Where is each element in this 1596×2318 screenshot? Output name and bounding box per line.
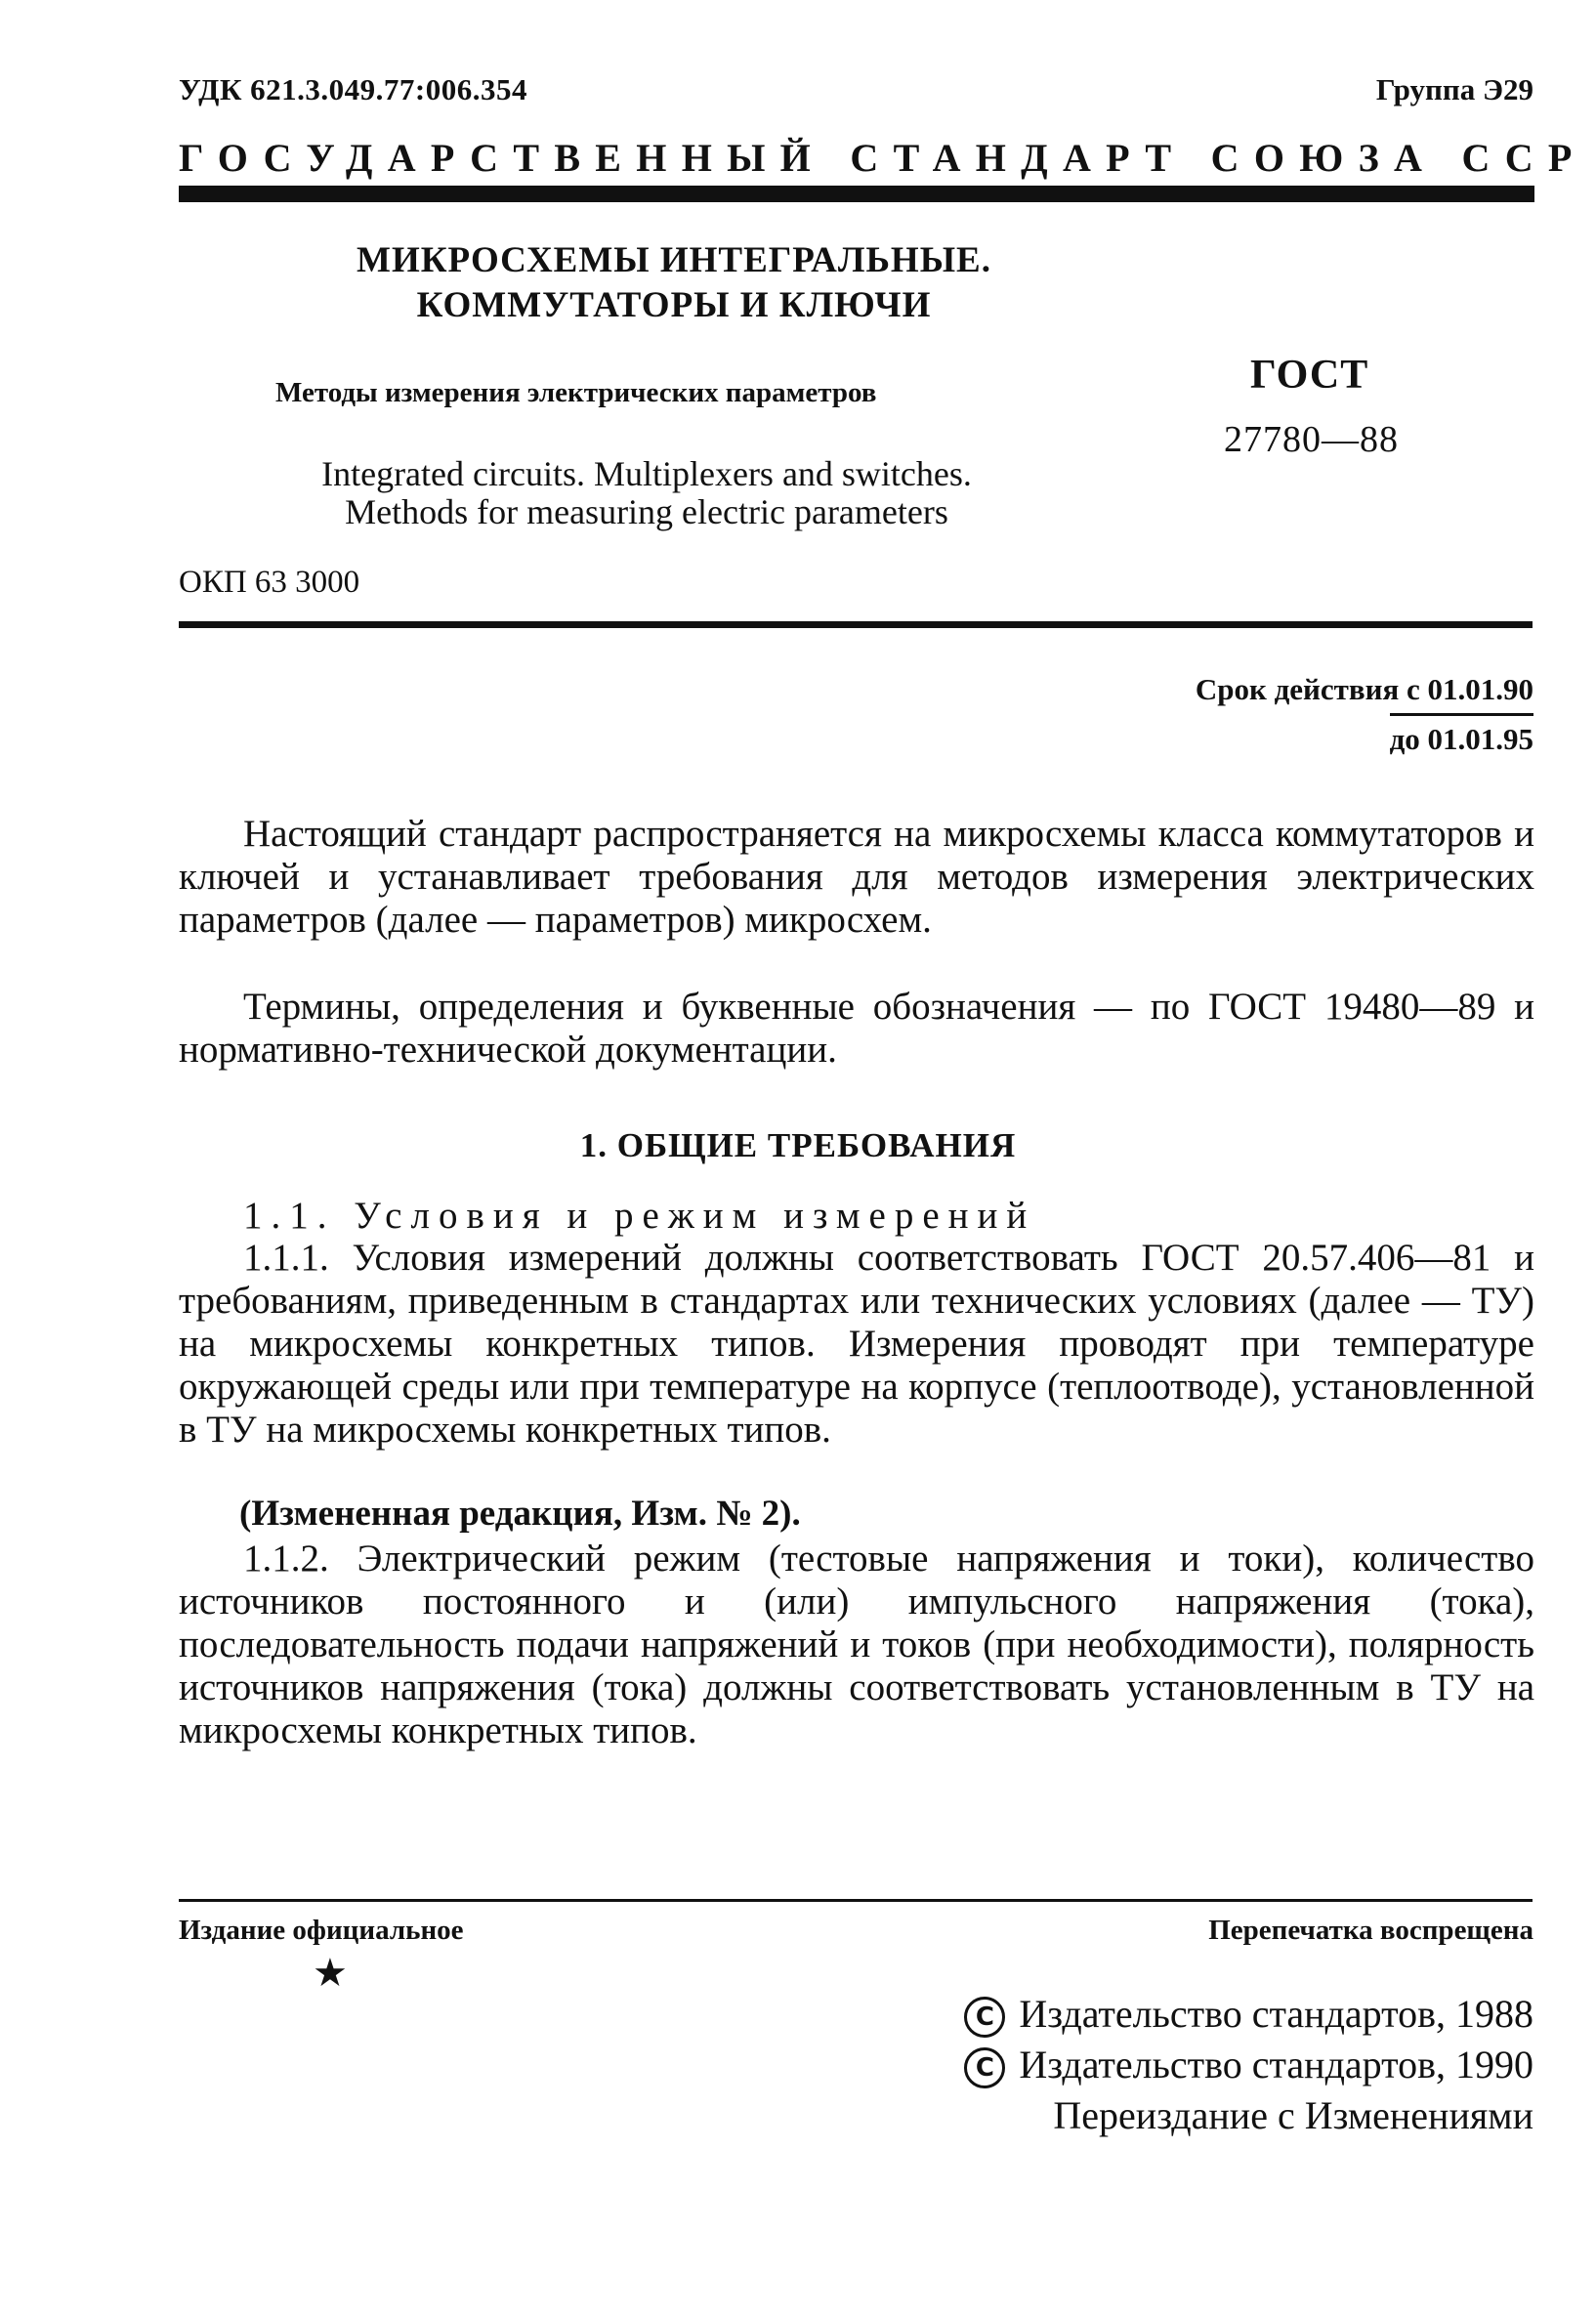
gost-label: ГОСТ	[1250, 353, 1369, 398]
changed-edition-note: (Измененная редакция, Изм. № 2).	[239, 1494, 801, 1534]
copyright-1988: Издательство стандартов, 1988	[1019, 1992, 1533, 2036]
english-title-line-2: Methods for measuring electric parameters	[345, 492, 948, 531]
clause-1-1-1-text: 1.1.1. Условия измерений должны соответствовать ГОСТ 20.57.406—81 и требованиям, приведенным в стандартах или технических условиях (далее — ТУ) на микросхемы конкретных типов. Измерения проводят при температуре окружающей среды или при температуре на корпусе (теплоотводе), установленной в ТУ на микросхемы конкретных типов.	[179, 1237, 1534, 1451]
copyright-line-2	[964, 2040, 1533, 2090]
intro-paragraph	[179, 813, 1534, 942]
title-line-2: КОММУТАТОРЫ И КЛЮЧИ	[416, 285, 932, 325]
validity-to: до 01.01.95	[1390, 713, 1533, 763]
official-edition: Издание официальное	[179, 1915, 464, 1946]
terms-text: Термины, определения и буквенные обозначения — по ГОСТ 19480—89 и нормативно-технической документации.	[179, 986, 1534, 1071]
subsection-heading: 1.1. Условия и режим измерений	[243, 1195, 1036, 1237]
title-line-1: МИКРОСХЕМЫ ИНТЕГРАЛЬНЫЕ.	[357, 240, 991, 280]
group-code: Группа Э29	[1375, 72, 1533, 106]
star-icon: ★	[313, 1951, 348, 1995]
reissue-note: Переиздание с Изменениями	[1053, 2093, 1533, 2137]
english-title	[275, 455, 1018, 531]
copyright-icon: C	[964, 2047, 1005, 2088]
intro-text: Настоящий стандарт распространяется на микросхемы класса коммутаторов и ключей и устанавливает требования для методов измерения электрических параметров (далее — параметров) микросхем.	[179, 813, 1534, 941]
copyright-1990: Издательство стандартов, 1990	[1019, 2043, 1533, 2086]
clause-1-1-2	[179, 1538, 1534, 1752]
english-title-line-1: Integrated circuits. Multiplexers and switches.	[321, 454, 972, 493]
subtitle: Методы измерения электрических параметров	[275, 377, 877, 408]
bottom-rule	[179, 1899, 1533, 1902]
reprint-prohibited: Перепечатка воспрещена	[1208, 1915, 1533, 1946]
copyright-line-1	[964, 1989, 1533, 2040]
copyright-block	[964, 1989, 1533, 2141]
section-heading: 1. ОБЩИЕ ТРЕБОВАНИЯ	[579, 1126, 1017, 1164]
state-standard-title: ГОСУДАРСТВЕННЫЙ СТАНДАРТ СОЮЗА ССР	[179, 136, 1587, 180]
okp-code: ОКП 63 3000	[179, 565, 360, 600]
copyright-icon: C	[964, 1997, 1005, 2038]
udk-code: УДК 621.3.049.77:006.354	[179, 72, 527, 106]
clause-1-1-2-text: 1.1.2. Электрический режим (тестовые напряжения и токи), количество источников постоянного и (или) импульсного напряжения (тока), последовательность подачи напряжений и токов (при необходимости), полярность источников напряжения (тока) должны соответствовать установленным в ТУ на микросхемы конкретных типов.	[179, 1538, 1534, 1751]
validity-from: Срок действия с 01.01.90	[1195, 672, 1533, 706]
middle-rule	[179, 621, 1533, 628]
validity-period	[1196, 666, 1533, 763]
document-title	[283, 238, 1065, 328]
clause-1-1-1	[179, 1237, 1534, 1452]
gost-number: 27780—88	[1224, 419, 1399, 460]
terms-paragraph	[179, 986, 1534, 1072]
top-rule	[179, 186, 1534, 202]
